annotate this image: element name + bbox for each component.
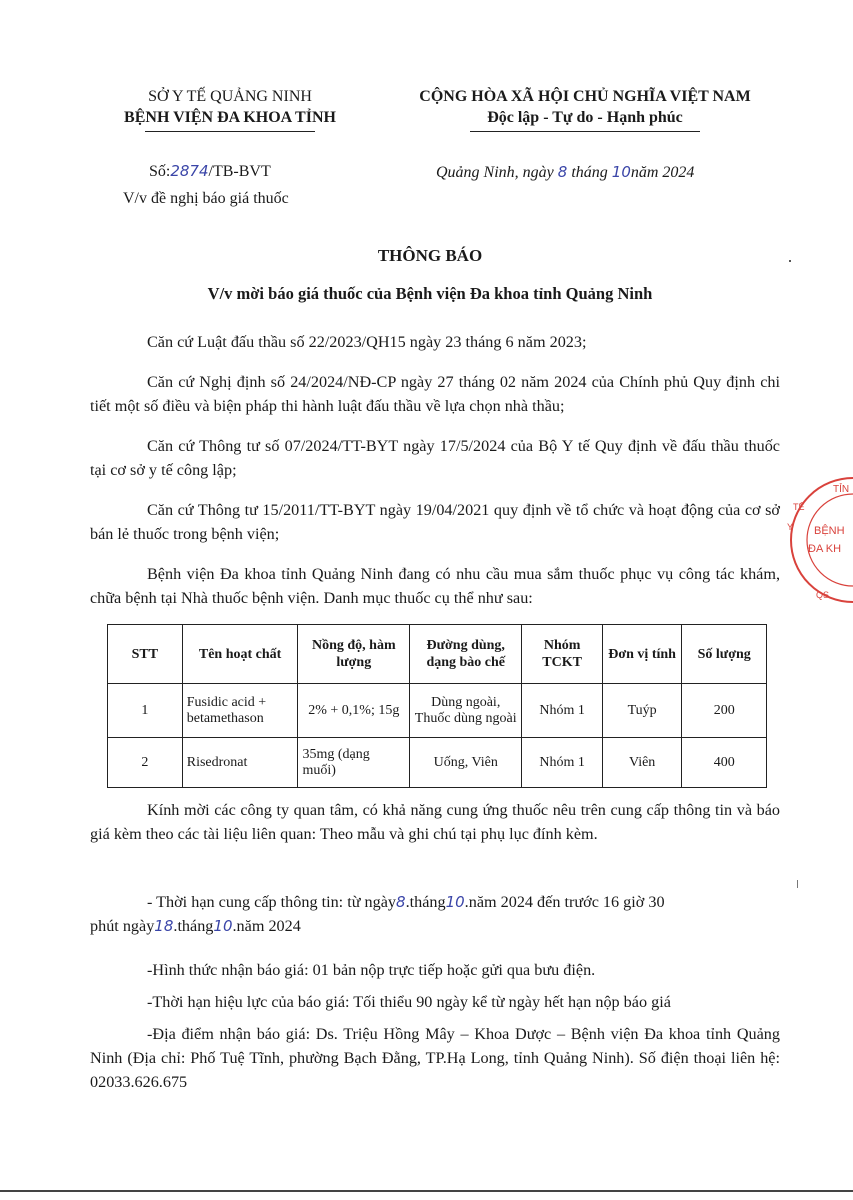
- deadline-paragraph: [90, 890, 790, 938]
- medicine-table: [107, 624, 767, 788]
- cell-group: Nhóm 1: [522, 684, 603, 738]
- issuer-department: SỞ Y TẾ QUẢNG NINH: [148, 88, 312, 105]
- date-month: 10: [611, 163, 631, 181]
- table-row: [108, 684, 767, 738]
- submission-location: -Địa điểm nhận báo giá: Ds. Triệu Hồng Mây – Khoa Dược – Bệnh viện Đa khoa tỉnh Quảng Ninh (Địa chỉ: Phố Tuệ Tĩnh, phường Bạch Đằng, TP.Hạ Long, tỉnh Quảng Ninh). Số điện thoại liên hệ: 02033.626.675: [90, 1025, 780, 1091]
- doc-number: [149, 160, 271, 183]
- doc-date: [436, 161, 694, 184]
- deadline-start-month: 10: [445, 893, 465, 911]
- motto-underline: [470, 131, 700, 132]
- col-concentration: Nồng độ, hàm lượng: [298, 625, 410, 684]
- notice-title: THÔNG BÁO: [377, 246, 483, 265]
- cell-route: Dùng ngoài, Thuốc dùng ngoài: [410, 684, 522, 738]
- cell-route: Uống, Viên: [410, 738, 522, 788]
- cell-quantity: 400: [682, 738, 767, 788]
- stamp-bottom: QS: [816, 590, 830, 600]
- deadline-end-month: 10: [213, 917, 233, 935]
- notice-subtitle: V/v mời báo giá thuốc của Bệnh viện Đa khoa tỉnh Quảng Ninh: [207, 284, 653, 303]
- issuer-hospital: BỆNH VIỆN ĐA KHOA TỈNH: [124, 109, 336, 126]
- national-header: [380, 86, 790, 132]
- col-group: Nhóm TCKT: [522, 625, 603, 684]
- table-row: [108, 738, 767, 788]
- col-unit: Đơn vị tính: [602, 625, 682, 684]
- cell-stt: 1: [108, 684, 183, 738]
- issuer-block: [90, 86, 370, 132]
- deadline-start-day: 8: [396, 893, 406, 911]
- stamp-line-1: BỆNH: [814, 525, 845, 537]
- cell-ingredient: Risedronat: [182, 738, 298, 788]
- date-month-label: tháng: [567, 164, 612, 181]
- date-day: 8: [557, 163, 568, 181]
- col-quantity: Số lượng: [682, 625, 767, 684]
- col-route-form: Đường dùng, dạng bào chế: [410, 625, 522, 684]
- doc-number-handwritten: 2874: [170, 162, 209, 180]
- purchase-need: Bệnh viện Đa khoa tỉnh Quảng Ninh đang có nhu cầu mua sắm thuốc phục vụ công tác khám, chữa bệnh tại Nhà thuốc bệnh viện. Danh mục thuốc cụ thể như sau:: [90, 565, 780, 607]
- doc-subject: V/v đề nghị báo giá thuốc: [123, 190, 289, 207]
- deadline-text: - Thời hạn cung cấp thông tin: từ ngày: [147, 893, 397, 911]
- deadline-end-day: 18: [154, 917, 174, 935]
- doc-number-suffix: /TB-BVT: [208, 163, 271, 180]
- stamp-side-te: TẾ: [793, 502, 805, 512]
- cell-unit: Tuýp: [602, 684, 682, 738]
- issuer-underline: [145, 131, 315, 132]
- cell-unit: Viên: [602, 738, 682, 788]
- basis-decree: Căn cứ Nghị định số 24/2024/NĐ-CP ngày 27 tháng 02 năm 2024 của Chính phủ Quy định chi tiết một số điều và biện pháp thi hành luật đấu thầu về lựa chọn nhà thầu;: [90, 373, 780, 415]
- table-header-row: [108, 625, 767, 684]
- hospital-stamp: [778, 470, 853, 610]
- deadline-text: phút ngày: [90, 917, 155, 935]
- doc-number-prefix: Số:: [149, 163, 171, 180]
- basis-law: Căn cứ Luật đấu thầu số 22/2023/QH15 ngày 23 tháng 6 năm 2023;: [147, 333, 587, 351]
- invitation: Kính mời các công ty quan tâm, có khả năng cung ứng thuốc nêu trên cung cấp thông tin và báo giá kèm theo các tài liệu liên quan: Theo mẫu và ghi chú tại phụ lục đính kèm.: [90, 801, 780, 843]
- deadline-text: .năm 2024: [232, 917, 301, 935]
- date-year: năm 2024: [630, 164, 695, 181]
- stamp-top-text: TỈN: [833, 484, 850, 495]
- deadline-text: .tháng: [405, 893, 446, 911]
- cell-stt: 2: [108, 738, 183, 788]
- stamp-line-2: ĐA KH: [808, 543, 842, 555]
- deadline-line-1: [90, 890, 790, 914]
- basis-circular-15: Căn cứ Thông tư 15/2011/TT-BYT ngày 19/04/2021 quy định về tổ chức và hoạt động của cơ sở bán lẻ thuốc trong bệnh viện;: [90, 501, 780, 543]
- scan-edge-line: [0, 1190, 853, 1192]
- col-stt: STT: [108, 625, 183, 684]
- national-motto: Độc lập - Tự do - Hạnh phúc: [487, 109, 683, 126]
- submission-form: -Hình thức nhận báo giá: 01 bản nộp trực tiếp hoặc gửi qua bưu điện.: [147, 961, 596, 979]
- cell-quantity: 200: [682, 684, 767, 738]
- deadline-text: .năm 2024 đến trước 16 giờ 30: [464, 893, 665, 911]
- scan-dot: [789, 260, 791, 262]
- scan-dot: [797, 880, 798, 888]
- cell-ingredient: Fusidic acid + betamethason: [182, 684, 298, 738]
- cell-group: Nhóm 1: [522, 738, 603, 788]
- stamp-side-y: Y: [787, 522, 794, 532]
- cell-concentration: 2% + 0,1%; 15g: [298, 684, 410, 738]
- quote-validity: -Thời hạn hiệu lực của báo giá: Tối thiểu 90 ngày kể từ ngày hết hạn nộp báo giá: [147, 993, 671, 1011]
- col-active-ingredient: Tên hoạt chất: [182, 625, 298, 684]
- date-prefix: Quảng Ninh, ngày: [436, 164, 558, 181]
- deadline-text: .tháng: [173, 917, 214, 935]
- basis-circular-07: Căn cứ Thông tư số 07/2024/TT-BYT ngày 17/5/2024 của Bộ Y tế Quy định về đấu thầu thuốc tại cơ sở y tế công lập;: [90, 437, 780, 479]
- national-title: CỘNG HÒA XÃ HỘI CHỦ NGHĨA VIỆT NAM: [419, 88, 751, 105]
- deadline-line-2: [90, 914, 790, 938]
- cell-concentration: 35mg (dạng muối): [298, 738, 410, 788]
